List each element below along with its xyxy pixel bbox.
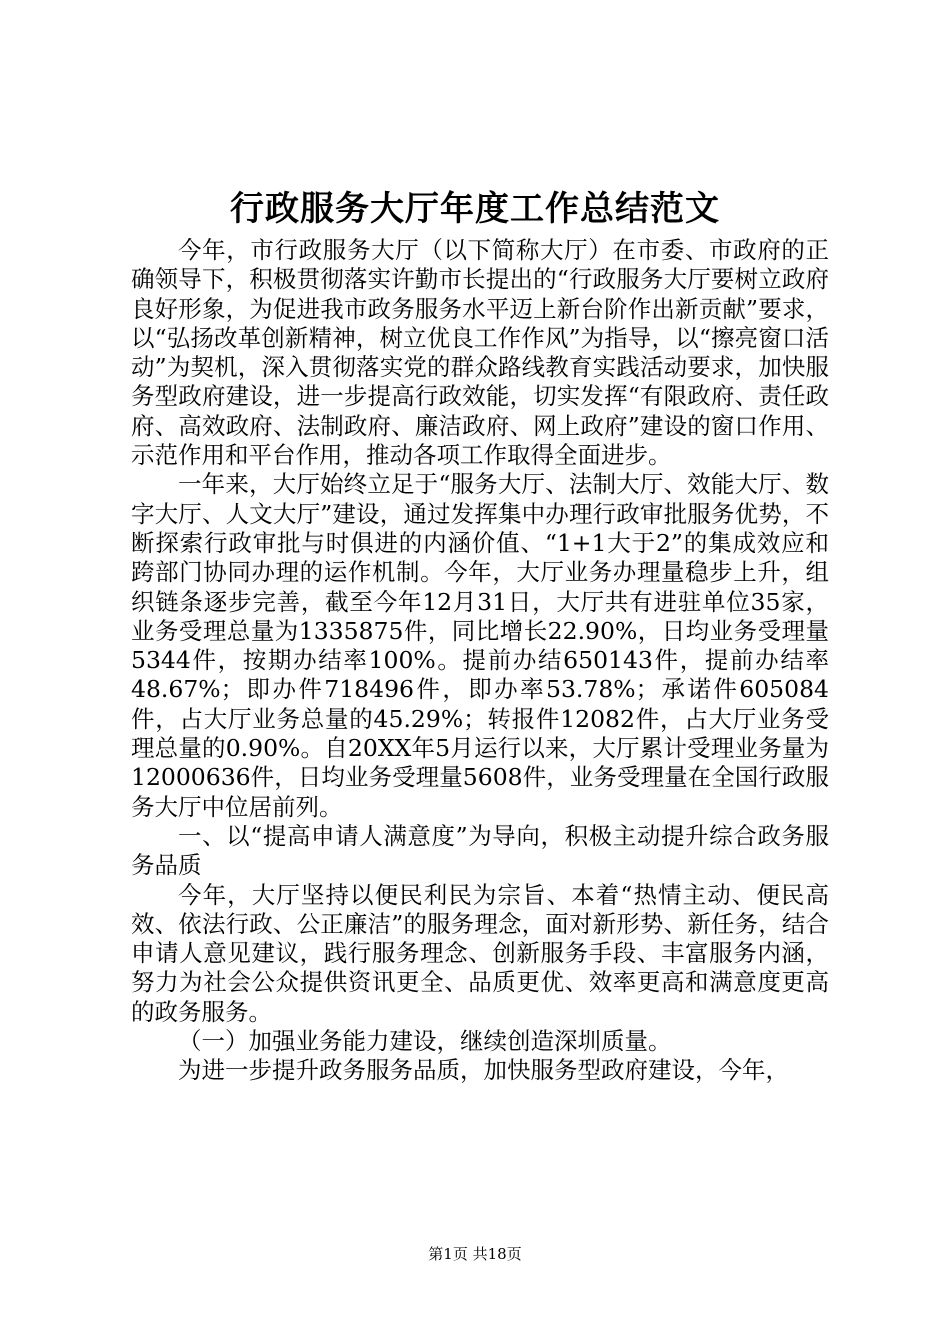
- section-heading: 一、以“提高申请人满意度”为导向，积极主动提升综合政务服务品质: [131, 821, 829, 880]
- paragraph: 为进一步提升政务服务品质，加快服务型政府建设，今年，: [178, 1056, 789, 1085]
- paragraph: 一年来，大厅始终立足于“服务大厅、法制大厅、效能大厅、数字大厅、人文大厅”建设，通过发挥集中办理行政审批服务优势，不断探索行政审批与时俱进的内涵价值、“1+1大于2”的集成效应和跨部门协同办理的运作机制。今年，大厅业务办理量稳步上升，组织链条逐步完善，截至今年12月31日，大厅共有进驻单位35家，业务受理总量为1335875件，同比增长22.90%，日均业务受理量5344件，按期办结率100%。提前办结650143件，提前办结率48.67%；即办件718496件，即办率53.78%；承诺件605084件，占大厅业务总量的45.29%；转报件12082件，占大厅业务受理总量的0.90%。自20XX年5月运行以来，大厅累计受理业务量为12000636件，日均业务受理量5608件，业务受理量在全国行政服务大厅中位居前列。: [131, 470, 829, 821]
- subsection-heading: （一）加强业务能力建设，继续创造深圳质量。: [178, 1027, 672, 1056]
- page-number-footer: 第1页 共18页: [428, 1245, 522, 1263]
- paragraph: 今年，大厅坚持以便民利民为宗旨、本着“热情主动、便民高效、依法行政、公正廉洁”的服务理念，面对新形势、新任务，结合申请人意见建议，践行服务理念、创新服务手段、丰富服务内涵，努力为社会公众提供资讯更全、品质更优、效率更高和满意度更高的政务服务。: [131, 880, 829, 1026]
- document-body: [131, 236, 829, 1086]
- paragraph: 今年，市行政服务大厅（以下简称大厅）在市委、市政府的正确领导下，积极贯彻落实许勤市长提出的“行政服务大厅要树立政府良好形象，为促进我市政务服务水平迈上新台阶作出新贡献”要求，以“弘扬改革创新精神，树立优良工作作风”为指导，以“擦亮窗口活动”为契机，深入贯彻落实党的群众路线教育实践活动要求，加快服务型政府建设，进一步提高行政效能，切实发挥“有限政府、责任政府、高效政府、法制政府、廉洁政府、网上政府”建设的窗口作用、示范作用和平台作用，推动各项工作取得全面进步。: [131, 236, 829, 470]
- document-title: 行政服务大厅年度工作总结范文: [230, 189, 720, 229]
